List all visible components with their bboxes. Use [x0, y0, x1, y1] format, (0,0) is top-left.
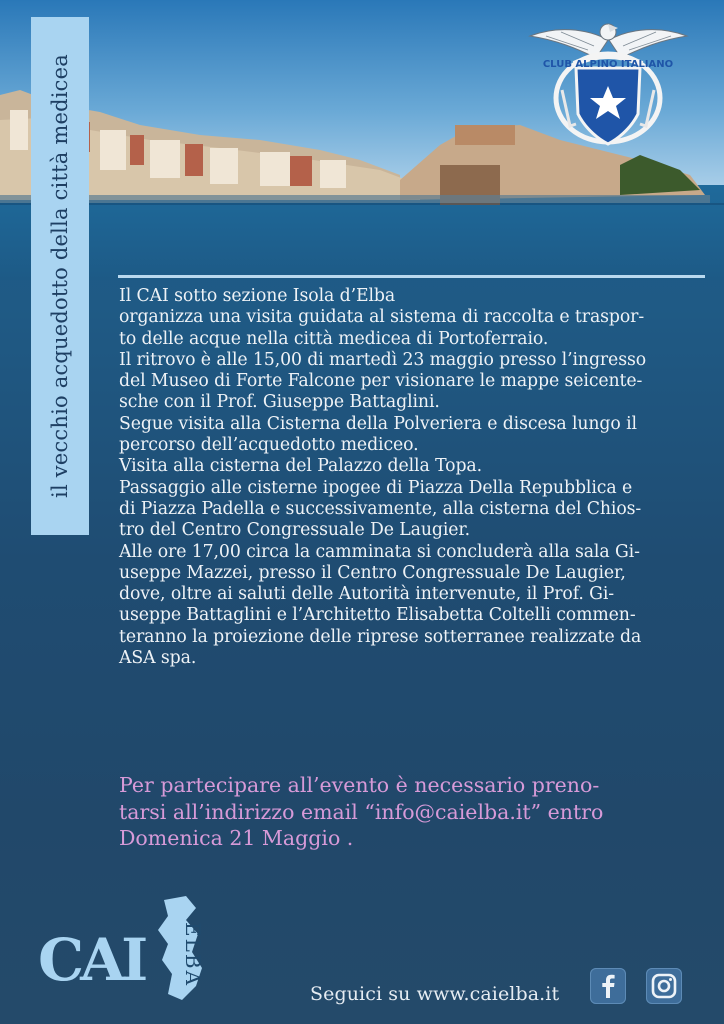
- body-line: del Museo di Forte Falcone per visionare le mappe seicente-: [119, 371, 643, 392]
- body-line: tro del Centro Congressuale De Laugier.: [119, 520, 471, 541]
- body-line: to delle acque nella città medicea di Portoferraio.: [119, 328, 549, 349]
- instagram-button[interactable]: [646, 968, 682, 1004]
- body-line: percorso dell’acquedotto mediceo.: [119, 435, 419, 456]
- facebook-icon: [590, 968, 626, 1004]
- body-line: useppe Battaglini e l’Architetto Elisabetta Coltelli commen-: [119, 605, 636, 626]
- body-line: sche con il Prof. Giuseppe Battaglini.: [119, 392, 440, 413]
- body-line: Il CAI sotto sezione Isola d’Elba: [119, 286, 396, 306]
- body-line: Passaggio alle cisterne ipogee di Piazza Della Repubblica e: [119, 477, 633, 498]
- body-line: teranno la proiezione delle riprese sotterranee realizzate da: [119, 626, 642, 647]
- notice-line: Per partecipare all’evento è necessario preno-: [119, 773, 600, 797]
- booking-notice: [119, 772, 714, 852]
- body-line: Alle ore 17,00 circa la camminata si concluderà alla sala Gi-: [119, 541, 640, 562]
- side-title: il vecchio acquedotto della città medicea: [48, 54, 72, 498]
- notice-line: Domenica 21 Maggio .: [119, 826, 354, 850]
- body-line: dove, oltre ai saluti delle Autorità intervenute, il Prof. Gi-: [119, 584, 615, 605]
- facebook-button[interactable]: [590, 968, 626, 1004]
- body-line: Segue visita alla Cisterna della Polveriera e discesa lungo il: [119, 413, 637, 434]
- notice-line: tarsi all’indirizzo email “info@caielba.it” entro: [119, 799, 604, 824]
- event-description: [119, 286, 711, 669]
- svg-text:CAI: CAI: [38, 926, 145, 994]
- follow-us-text: Seguici su www.caielba.it: [310, 983, 560, 1005]
- body-line: Visita alla cisterna del Palazzo della Topa.: [119, 456, 483, 477]
- divider: [118, 275, 705, 278]
- body-line: useppe Mazzei, presso il Centro Congressuale De Laugier,: [119, 562, 626, 583]
- svg-text:CLUB ALPINO ITALIANO: CLUB ALPINO ITALIANO: [542, 59, 674, 70]
- club-alpino-italiano-logo: [526, 18, 691, 148]
- instagram-icon: [646, 968, 682, 1004]
- body-line: di Piazza Padella e successivamente, alla cisterna del Chios-: [119, 498, 642, 519]
- cai-elba-logo: [36, 894, 210, 1004]
- body-line: Il ritrovo è alle 15,00 di martedì 23 maggio presso l’ingresso: [119, 349, 647, 370]
- svg-text:ELBA: ELBA: [181, 922, 205, 988]
- body-line: ASA spa.: [119, 648, 197, 669]
- body-line: organizza una visita guidata al sistema di raccolta e traspor-: [119, 307, 645, 328]
- side-title-strip: [31, 17, 89, 535]
